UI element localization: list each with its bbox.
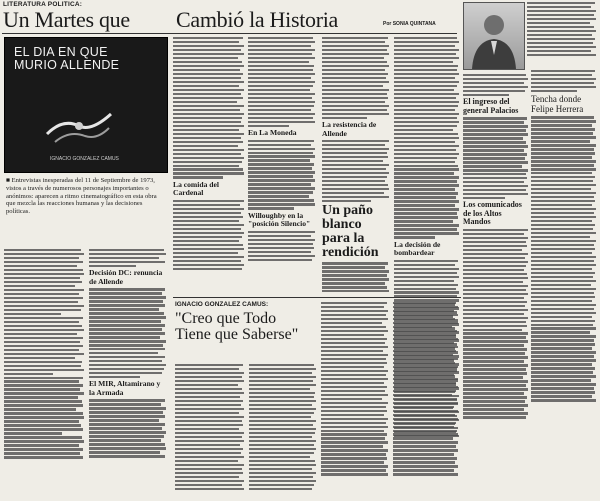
interview-col-4 [393, 302, 459, 496]
interview-box [173, 297, 461, 498]
subhead-ingreso-palacios: El ingreso del general Palacios [463, 97, 519, 115]
photo-caption [6, 177, 166, 216]
cover-hands-image [45, 104, 115, 146]
subhead-resistencia: La resistencia de Allende [322, 120, 377, 138]
column-4 [248, 37, 316, 292]
caption-bullet: ■ [6, 177, 12, 184]
portrait-figure-icon [464, 3, 524, 69]
column-5 [322, 37, 390, 292]
interview-col-2 [249, 364, 317, 496]
column-7 [463, 74, 529, 497]
subhead-comunicados: Los comunicados de los Altos Mandos [463, 200, 522, 227]
subhead-tencha: Tencha donde Felipe Herrera [531, 94, 584, 115]
headline-left: Un Martes que [3, 7, 130, 32]
subhead-decision-bombardear: La decisión de bombardear [394, 239, 441, 258]
column-2 [89, 249, 167, 497]
column-8-top [527, 2, 597, 68]
section-label: LITERATURA POLITICA: [3, 1, 83, 8]
caption-text: Entrevistas inesperadas del 11 de Septiembre de 1973, vistos a través de numerosos personajes importantes o anónimos: aparecen a ritmo cinematográfico en esta obra que mezcla las reacciones humanas y las decisiones políticas. [6, 177, 157, 216]
interview-title: "Creo que Todo Tiene que Saberse" [175, 310, 299, 343]
book-title: EL DIA EN QUE MURIO ALLENDE [14, 45, 120, 72]
column-8 [531, 70, 597, 497]
header-rule [2, 33, 457, 34]
subhead-pano-blanco: Un paño blanco para la rendición [322, 203, 379, 261]
subhead-mir-altamirano: El MIR, Altamirano y la Armada [89, 379, 161, 397]
book-author: IGNACIO GONZALEZ CAMUS [50, 156, 119, 162]
portrait-photo [463, 2, 525, 70]
subhead-en-la-moneda: En La Moneda [248, 128, 297, 138]
subhead-comida-cardenal: La comida del Cardenal [173, 179, 219, 198]
interview-label: IGNACIO GONZALEZ CAMUS: [175, 301, 269, 308]
interview-col-3 [321, 302, 389, 496]
subhead-willoughby: Willoughby en la "posición Silencio" [248, 210, 311, 229]
column-1 [4, 249, 85, 497]
interview-col-1 [175, 364, 245, 496]
subhead-decision-dc: Decisión DC: renuncia de Allende [89, 268, 163, 286]
column-3 [173, 37, 245, 292]
headline-right: Cambió la Historia [176, 7, 339, 32]
book-cover-image [4, 37, 168, 173]
byline: Por SONIA QUINTANA [383, 21, 436, 27]
